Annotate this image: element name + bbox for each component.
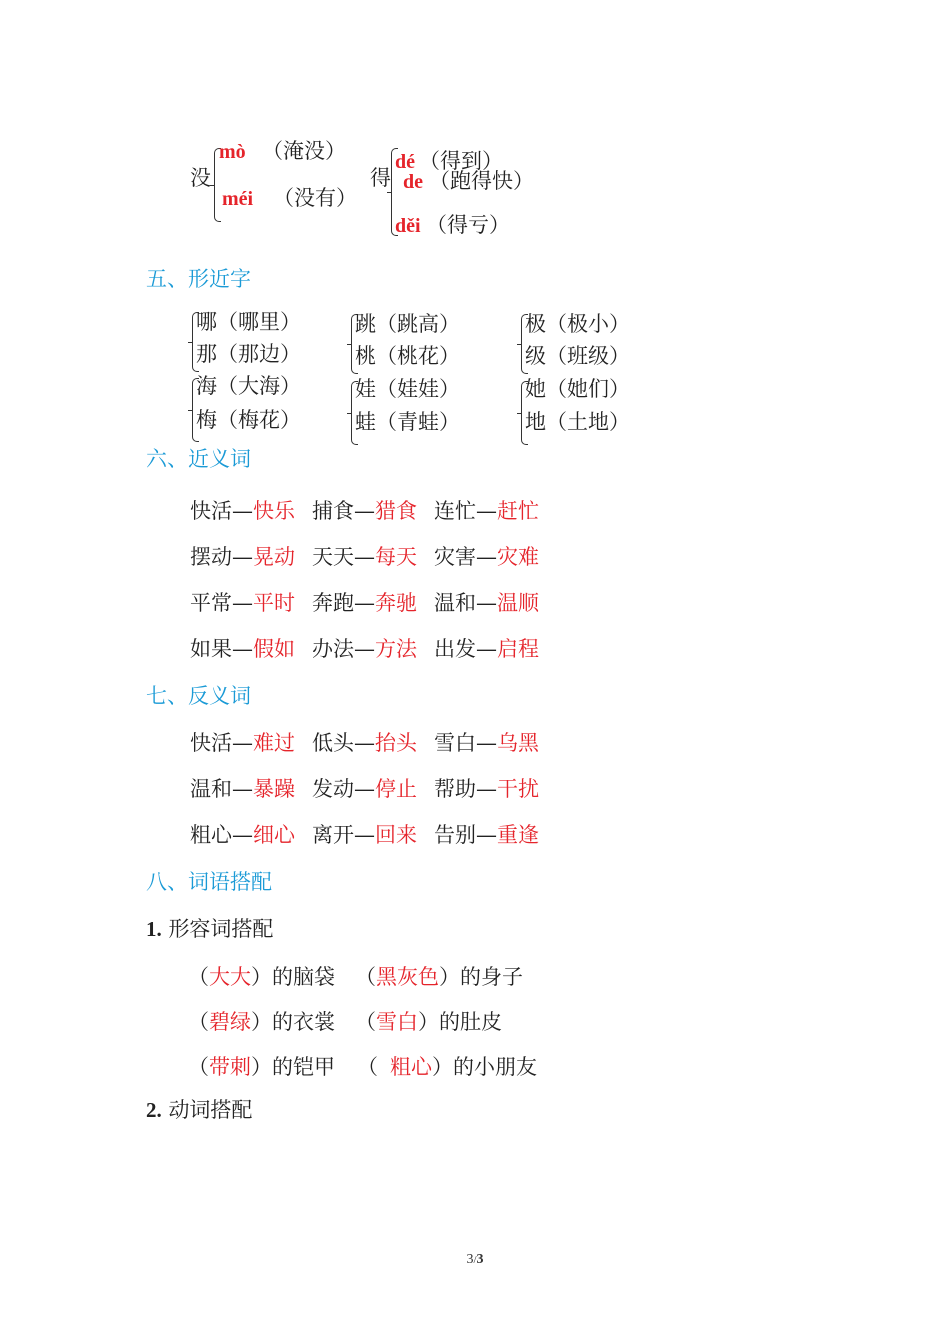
dash: —	[354, 777, 375, 801]
word-pair	[312, 593, 434, 614]
word: 出发	[434, 637, 476, 661]
similar-char-item: 蛙（青蛙）	[355, 410, 460, 434]
dash: —	[476, 545, 497, 569]
example-word: （跑得快）	[429, 169, 534, 193]
answer-word: 大大	[209, 965, 251, 989]
word-pair	[190, 733, 312, 754]
dash: —	[476, 777, 497, 801]
dash: —	[232, 545, 253, 569]
collocation-noun: 的身子	[460, 965, 523, 989]
similar-char-item: 梅（梅花）	[196, 408, 301, 432]
word: 告别	[434, 823, 476, 847]
collocation-noun: 的肚皮	[439, 1010, 502, 1034]
polyphone-char: 得	[370, 166, 391, 190]
pinyin: de	[403, 171, 423, 193]
section-title: 五、形近字	[146, 267, 251, 291]
word: 帮助	[434, 777, 476, 801]
pinyin: děi	[395, 215, 421, 237]
similar-char-item: 她（她们）	[525, 377, 630, 401]
dash: —	[476, 731, 497, 755]
similar-char-item: 地（土地）	[525, 410, 630, 434]
word-pair	[190, 501, 312, 522]
answer-word: 快乐	[253, 499, 295, 523]
word: 快活	[190, 499, 232, 523]
pinyin: méi	[222, 188, 254, 210]
word-pair	[312, 547, 434, 568]
word-pair	[312, 639, 434, 660]
word: 低头	[312, 731, 354, 755]
word: 快活	[190, 731, 232, 755]
example-word: （没有）	[273, 186, 357, 210]
pinyin: dé	[395, 151, 415, 173]
word: 温和	[190, 777, 232, 801]
answer-word: 回来	[375, 823, 417, 847]
word: 雪白	[434, 731, 476, 755]
answer-word: 重逢	[497, 823, 539, 847]
word: 如果	[190, 637, 232, 661]
word: 摆动	[190, 545, 232, 569]
word-pair	[434, 501, 556, 522]
word-pair	[190, 547, 312, 568]
word-pair	[190, 593, 312, 614]
answer-word: 带刺	[209, 1055, 251, 1079]
answer-word: 乌黑	[497, 731, 539, 755]
answer-word: 方法	[375, 637, 417, 661]
similar-char-item: 娃（娃娃）	[355, 377, 460, 401]
word-pair	[190, 779, 312, 800]
answer-word: 细心	[253, 823, 295, 847]
dash: —	[354, 591, 375, 615]
word-pair	[434, 733, 556, 754]
word: 离开	[312, 823, 354, 847]
word-pair	[190, 825, 312, 846]
word-pair	[434, 779, 556, 800]
section-title: 八、词语搭配	[146, 870, 272, 894]
subsection-label: 形容词搭配	[168, 917, 274, 941]
similar-char-item: 海（大海）	[196, 374, 301, 398]
word-pair	[434, 825, 556, 846]
word-pair-row	[190, 779, 556, 800]
collocation-noun: 的脑袋	[272, 965, 335, 989]
dash: —	[354, 499, 375, 523]
collocation-noun: 的铠甲	[272, 1055, 335, 1079]
dash: —	[354, 731, 375, 755]
answer-word: 启程	[497, 637, 539, 661]
similar-char-item: 桃（桃花）	[355, 344, 460, 368]
section-title: 六、近义词	[146, 447, 251, 471]
answer-word: 雪白	[376, 1010, 418, 1034]
word: 粗心	[190, 823, 232, 847]
subsection-title	[146, 1100, 252, 1121]
word-pair-row	[190, 639, 556, 660]
word-pair	[312, 779, 434, 800]
word-pair	[312, 501, 434, 522]
word: 捕食	[312, 499, 354, 523]
dash: —	[354, 823, 375, 847]
answer-word: 灾难	[497, 545, 539, 569]
subsection-label: 动词搭配	[168, 1098, 253, 1122]
word-pair-row	[190, 501, 556, 522]
word: 连忙	[434, 499, 476, 523]
similar-char-item: 那（那边）	[196, 342, 301, 366]
dash: —	[354, 545, 375, 569]
pinyin: mò	[219, 141, 246, 163]
word-pair	[434, 639, 556, 660]
answer-word: 粗心	[390, 1055, 432, 1079]
answer-word: 碧绿	[209, 1010, 251, 1034]
collocation-item: （黑灰色）的身子	[355, 965, 523, 989]
dash: —	[476, 591, 497, 615]
answer-word: 暴躁	[253, 777, 295, 801]
dash: —	[476, 637, 497, 661]
answer-word: 干扰	[497, 777, 539, 801]
dash: —	[232, 777, 253, 801]
word: 发动	[312, 777, 354, 801]
answer-word: 晃动	[253, 545, 295, 569]
example-word: （得到）	[419, 149, 503, 173]
similar-char-item: 极（极小）	[525, 312, 630, 336]
dash: —	[232, 499, 253, 523]
word-pair	[434, 547, 556, 568]
answer-word: 停止	[375, 777, 417, 801]
word: 灾害	[434, 545, 476, 569]
dash: —	[354, 637, 375, 661]
answer-word: 平时	[253, 591, 295, 615]
word: 温和	[434, 591, 476, 615]
subsection-number: 2.	[146, 1098, 162, 1122]
collocation-noun: 的小朋友	[453, 1055, 537, 1079]
similar-char-item: 哪（哪里）	[196, 310, 301, 334]
answer-word: 每天	[375, 545, 417, 569]
collocation-noun: 的衣裳	[272, 1010, 335, 1034]
answer-word: 温顺	[497, 591, 539, 615]
dash: —	[232, 731, 253, 755]
answer-word: 难过	[253, 731, 295, 755]
answer-word: 猎食	[375, 499, 417, 523]
word: 办法	[312, 637, 354, 661]
word: 天天	[312, 545, 354, 569]
answer-word: 奔驰	[375, 591, 417, 615]
word-pair	[312, 825, 434, 846]
word: 奔跑	[312, 591, 354, 615]
example-word: （淹没）	[262, 139, 346, 163]
word-pair	[434, 593, 556, 614]
answer-word: 黑灰色	[376, 965, 439, 989]
word-pair-row	[190, 593, 556, 614]
dash: —	[476, 823, 497, 847]
word-pair	[312, 733, 434, 754]
collocation-item: （碧绿）的衣裳	[188, 1010, 335, 1034]
example-word: （得亏）	[426, 213, 510, 237]
collocation-item: （大大）的脑袋	[188, 965, 335, 989]
dash: —	[232, 637, 253, 661]
collocation-item: （ 粗心）的小朋友	[357, 1055, 537, 1079]
collocation-item: （带刺）的铠甲	[188, 1055, 335, 1079]
page-number: 3/3	[466, 1252, 484, 1267]
dash: —	[232, 591, 253, 615]
dash: —	[232, 823, 253, 847]
subsection-title	[146, 919, 273, 940]
word-pair	[190, 639, 312, 660]
word: 平常	[190, 591, 232, 615]
similar-char-item: 级（班级）	[525, 344, 630, 368]
polyphone-char: 没	[190, 166, 211, 190]
word-pair-row	[190, 825, 556, 846]
answer-word: 赶忙	[497, 499, 539, 523]
answer-word: 假如	[253, 637, 295, 661]
section-title: 七、反义词	[146, 684, 251, 708]
word-pair-row	[190, 733, 556, 754]
collocation-item: （雪白）的肚皮	[355, 1010, 502, 1034]
answer-word: 抬头	[375, 731, 417, 755]
dash: —	[476, 499, 497, 523]
word-pair-row	[190, 547, 556, 568]
similar-char-item: 跳（跳高）	[355, 312, 460, 336]
subsection-number: 1.	[146, 917, 162, 941]
